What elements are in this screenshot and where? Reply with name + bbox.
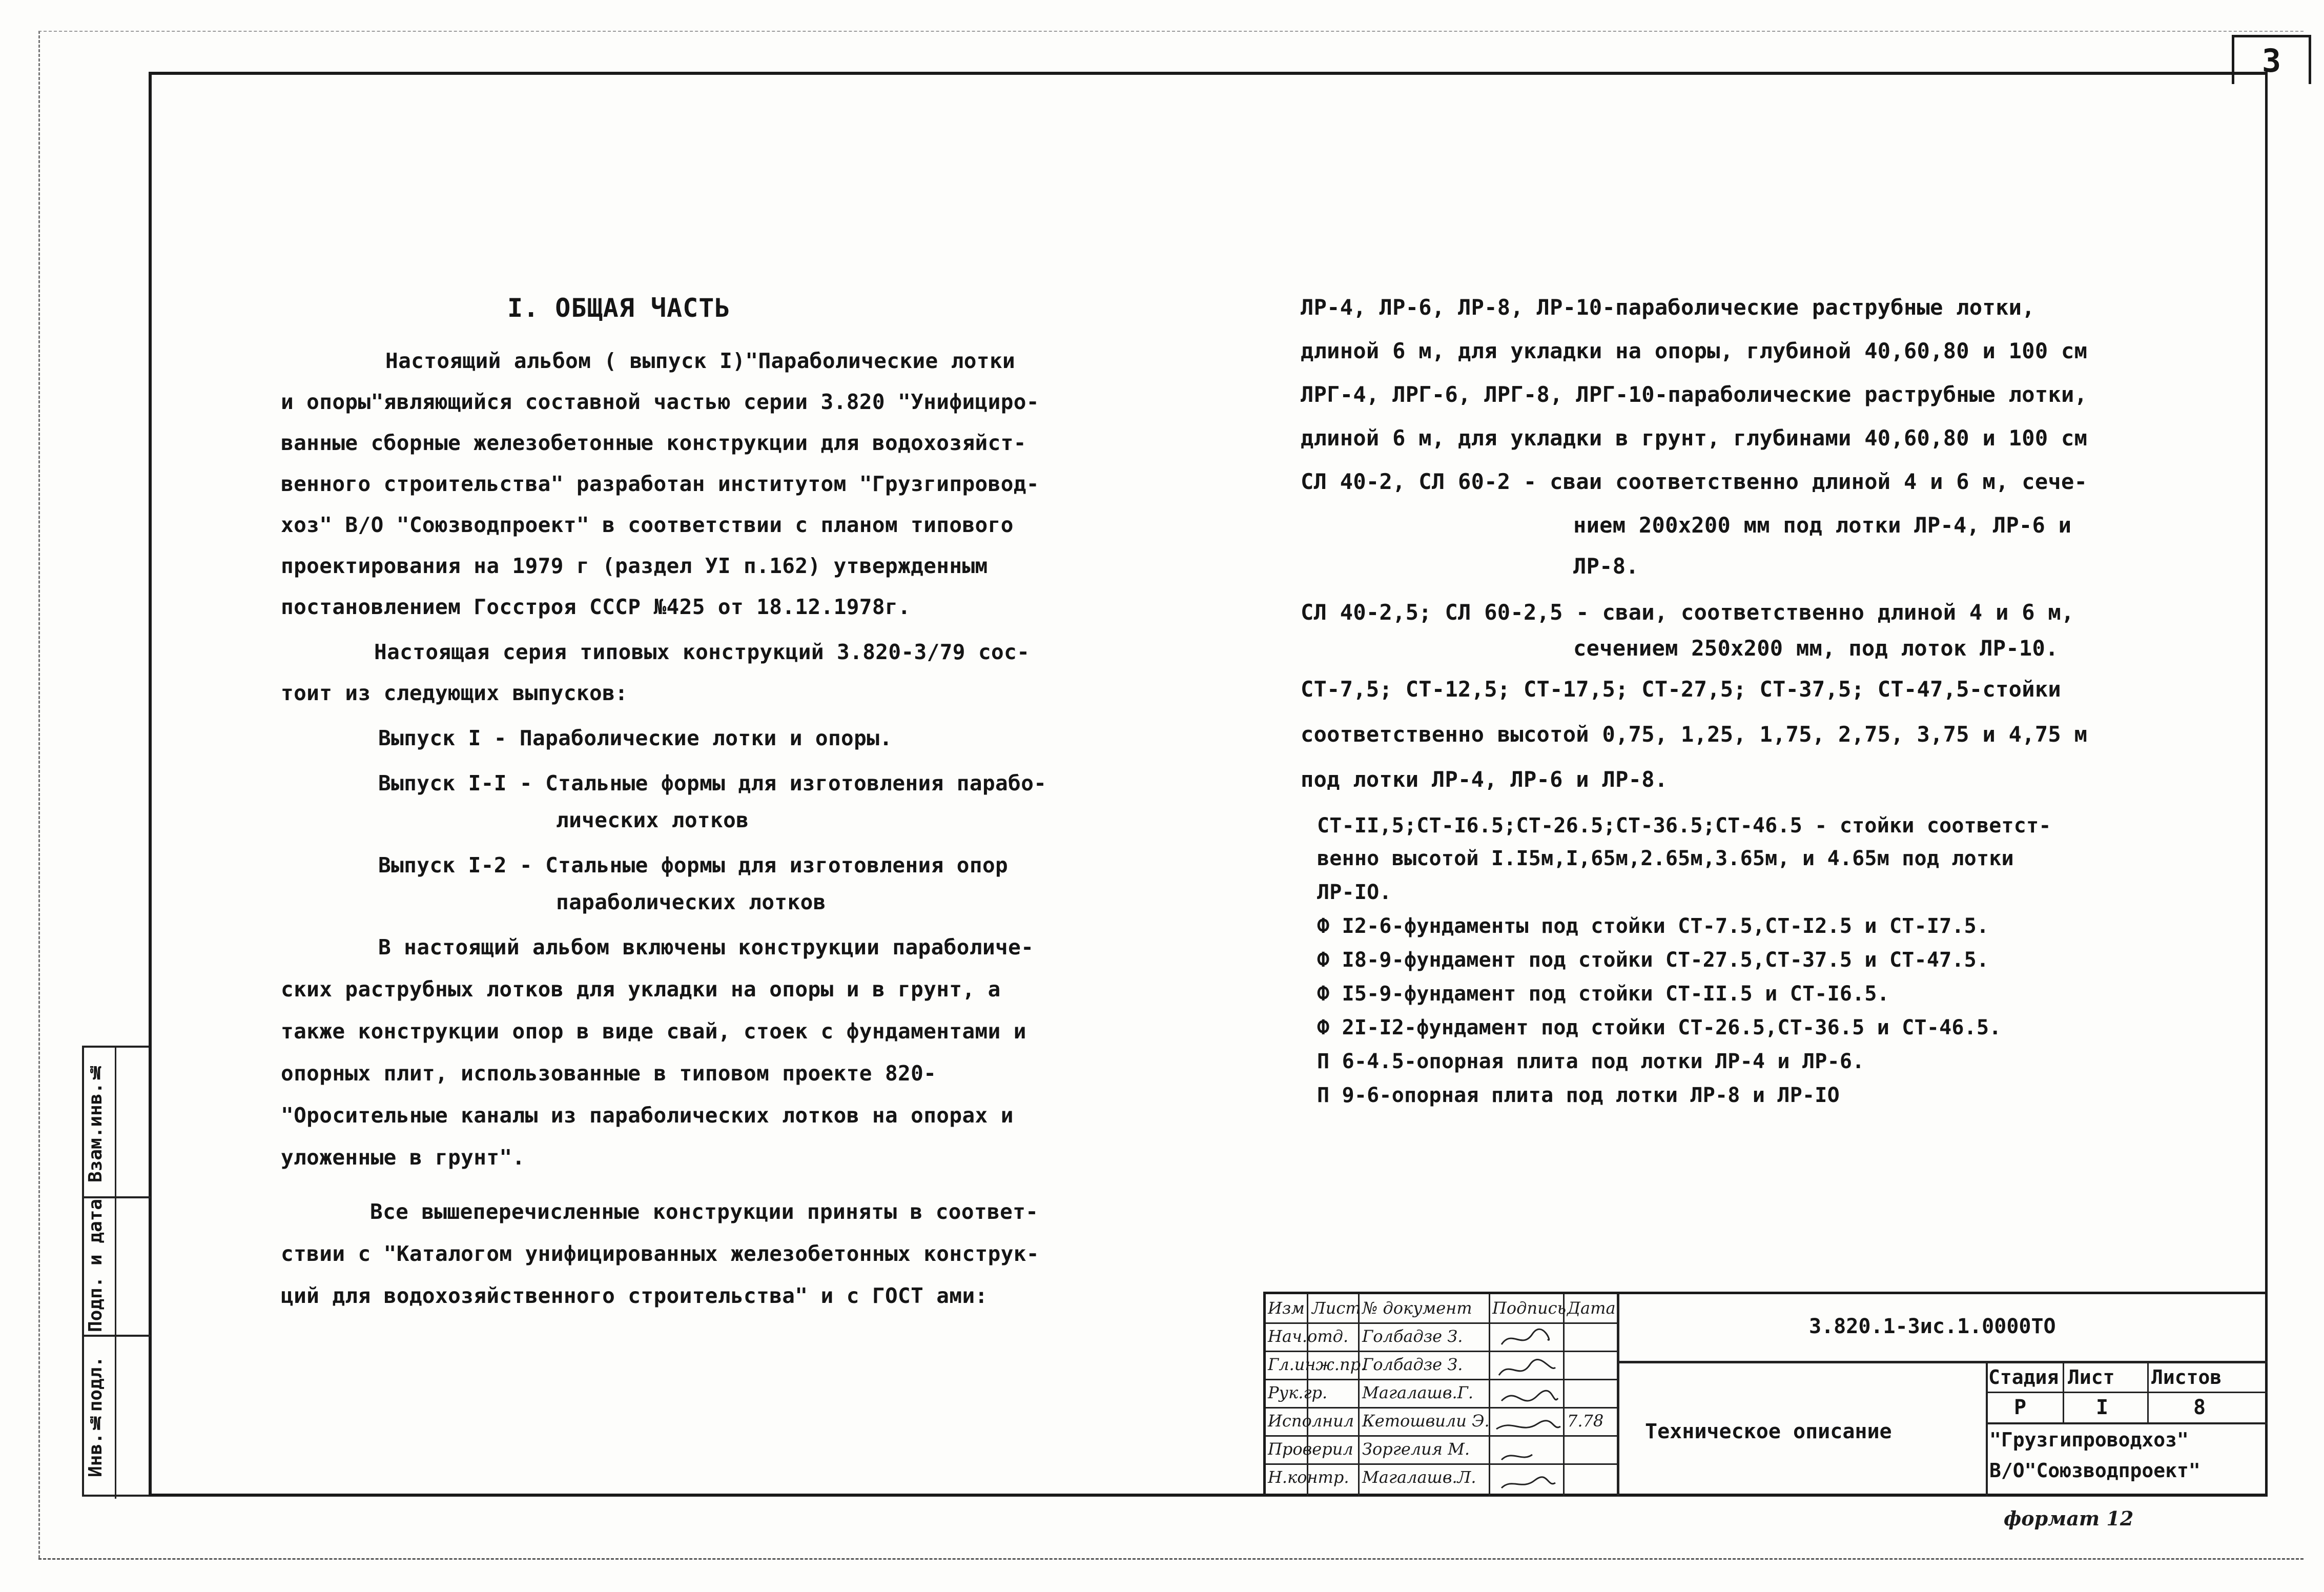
header-doc: № документ <box>1362 1298 1472 1318</box>
role: Проверил <box>1268 1439 1353 1459</box>
grid-line <box>1986 1392 2268 1393</box>
left-line: хоз" В/О "Союзводпроект" в соответствии с планом типового <box>281 513 1014 537</box>
left-line: тоит из следующих выпусков: <box>281 681 628 705</box>
sheets-value: 8 <box>2193 1396 2206 1419</box>
left-line: Выпуск I - Параболические лотки и опоры. <box>378 726 893 750</box>
role: Исполнил <box>1268 1411 1354 1431</box>
document-code: 3.820.1-3ис.1.0000ТО <box>1809 1315 2056 1338</box>
left-line: "Оросительные каналы из параболических лотков на опорах и <box>281 1103 1014 1128</box>
left-line: Выпуск I-2 - Стальные формы для изготовления опор <box>378 853 1009 877</box>
sheets-head: Листов <box>2151 1366 2222 1389</box>
right-line: соответственно высотой 0,75, 1,25, 1,75, 2,75, 3,75 и 4,75 м <box>1301 722 2088 747</box>
header-date: Дата <box>1567 1298 1616 1318</box>
right-small-line: СТ-II,5;СТ-I6.5;СТ-26.5;СТ-36.5;СТ-46.5 - стойки соответст- <box>1317 814 2051 838</box>
title-block <box>1263 1292 2268 1497</box>
right-small-line: ЛР-IO. <box>1317 881 1392 904</box>
grid-line <box>1489 1294 1490 1497</box>
left-line: В настоящий альбом включены конструкции параболиче- <box>378 935 1034 960</box>
margin-strip <box>82 1046 149 1497</box>
sheet-head: Лист <box>2068 1366 2115 1389</box>
person-name: Магалашв.Г. <box>1362 1383 1474 1402</box>
left-line: постановлением Госстроя СССР №425 от 18.12.1978г. <box>281 595 911 619</box>
grid-line <box>1617 1294 1619 1497</box>
strip-field-replace: Взам.инв.№ <box>85 1061 106 1183</box>
person-name: Голбадзе З. <box>1362 1326 1463 1346</box>
signatures <box>1491 1324 1563 1493</box>
right-line: длиной 6 м, для укладки на опоры, глубиной 40,60,80 и 100 см <box>1301 338 2088 363</box>
right-line: СТ-7,5; СТ-12,5; СТ-17,5; СТ-27,5; СТ-37,5; СТ-47,5-стойки <box>1301 677 2061 702</box>
grid-line <box>1266 1322 1617 1324</box>
left-line: венного строительства" разработан институтом "Грузгипровод- <box>281 472 1039 496</box>
left-line: Выпуск I-I - Стальные формы для изготовления парабо- <box>378 771 1047 795</box>
role: Рук.гр. <box>1268 1383 1328 1402</box>
grid-line <box>1266 1407 1617 1409</box>
left-line: ций для водохозяйственного строительства" и с ГОСТ ами: <box>281 1283 988 1308</box>
left-line: Все вышеперечисленные конструкции приняты в соответ- <box>370 1199 1039 1224</box>
left-line: ствии с "Каталогом унифицированных железобетонных конструк- <box>281 1241 1039 1266</box>
grid-line <box>1358 1294 1360 1497</box>
person-name: Зоргелия М. <box>1362 1439 1470 1459</box>
grid-line <box>1266 1435 1617 1437</box>
sheet-value: I <box>2096 1396 2109 1419</box>
left-line: и опоры"являющийся составной частью серии 3.820 "Унифициро- <box>281 390 1039 414</box>
stage-head: Стадия <box>1988 1366 2059 1389</box>
person-name: Голбадзе З. <box>1362 1355 1463 1374</box>
left-line: ских раструбных лотков для укладки на опоры и в грунт, а <box>281 977 1001 1002</box>
grid-line <box>1266 1463 1617 1465</box>
cut-line <box>38 1558 2304 1560</box>
right-line: СЛ 40-2, СЛ 60-2 - сваи соответственно длиной 4 и 6 м, сече- <box>1301 469 2088 494</box>
right-small-line: Ф I2-6-фундаменты под стойки СТ-7.5,СТ-I2.5 и СТ-I7.5. <box>1317 914 1989 938</box>
right-small-line: П 6-4.5-опорная плита под лотки ЛР-4 и ЛР-6. <box>1317 1050 1865 1073</box>
strip-separator <box>84 1335 151 1337</box>
section-heading: I. ОБЩАЯ ЧАСТЬ <box>507 293 731 323</box>
right-line: под лотки ЛР-4, ЛР-6 и ЛР-8. <box>1301 767 1668 792</box>
left-line: уложенные в грунт". <box>281 1145 525 1170</box>
document-title: Техническое описание <box>1645 1420 1892 1443</box>
right-small-line: Ф I8-9-фундамент под стойки СТ-27.5,СТ-37.5 и СТ-47.5. <box>1317 948 1989 972</box>
grid-line <box>1617 1361 2268 1363</box>
header-sign: Подпись <box>1492 1298 1567 1318</box>
left-line: проектирования на 1979 г (раздел УI п.162) утвержденным <box>281 554 988 578</box>
grid-line <box>1563 1294 1565 1497</box>
grid-line <box>1266 1379 1617 1380</box>
left-line: ванные сборные железобетонные конструкции для водохозяйст- <box>281 431 1026 455</box>
left-line: лических лотков <box>556 808 749 832</box>
format-label: формат 12 <box>2004 1507 2134 1530</box>
grid-line <box>2063 1361 2064 1422</box>
right-small-line: венно высотой I.I5м,I,65м,2.65м,3.65м, и 4.65м под лотки <box>1317 847 2014 870</box>
strip-field-sign: Подп. и дата <box>85 1199 106 1332</box>
person-name: Магалашв.Л. <box>1362 1467 1476 1487</box>
right-small-line: П 9-6-опорная плита под лотки ЛР-8 и ЛР-IO <box>1317 1084 1840 1107</box>
header-izm: Изм <box>1268 1298 1305 1318</box>
person-name: Кетошвили Э. <box>1362 1411 1490 1431</box>
organization-line-2: В/О"Союзводпроект" <box>1989 1459 2200 1482</box>
sign-date: 7.78 <box>1567 1411 1604 1431</box>
right-line: ЛРГ-4, ЛРГ-6, ЛРГ-8, ЛРГ-10-параболические раструбные лотки, <box>1301 382 2088 407</box>
right-small-line: Ф I5-9-фундамент под стойки СТ-II.5 и СТ-I6.5. <box>1317 982 1889 1006</box>
left-line: Настоящая серия типовых конструкций 3.820-3/79 сос- <box>374 640 1030 664</box>
left-line: Настоящий альбом ( выпуск I)"Параболические лотки <box>385 349 1016 373</box>
right-line: нием 200х200 мм под лотки ЛР-4, ЛР-6 и <box>1573 513 2072 538</box>
role: Гл.инж.пр. <box>1268 1355 1366 1374</box>
right-line: ЛР-4, ЛР-6, ЛР-8, ЛР-10-параболические раструбные лотки, <box>1301 295 2035 320</box>
grid-line <box>1986 1422 2268 1424</box>
strip-separator <box>84 1196 151 1198</box>
grid-line <box>1266 1351 1617 1352</box>
role: Нач.отд. <box>1268 1326 1349 1346</box>
left-line: также конструкции опор в виде свай, стоек с фундаментами и <box>281 1019 1026 1044</box>
right-line: сечением 250х200 мм, под лоток ЛР-10. <box>1573 636 2059 661</box>
left-line: параболических лотков <box>556 890 826 914</box>
left-line: опорных плит, использованные в типовом проекте 820- <box>281 1061 937 1086</box>
grid-line <box>2147 1361 2149 1422</box>
right-line: ЛР-8. <box>1573 554 1639 579</box>
role: Н.контр. <box>1268 1467 1349 1487</box>
right-line: длиной 6 м, для укладки в грунт, глубинами 40,60,80 и 100 см <box>1301 425 2088 451</box>
right-line: СЛ 40-2,5; СЛ 60-2,5 - сваи, соответственно длиной 4 и 6 м, <box>1301 600 2074 625</box>
grid-line <box>1986 1361 1988 1497</box>
page-number: 3 <box>2232 35 2311 84</box>
stage-value: Р <box>2014 1396 2027 1419</box>
organization-line-1: "Грузгипроводхоз" <box>1989 1428 2189 1451</box>
header-list: Лист <box>1312 1298 1361 1318</box>
right-small-line: Ф 2I-I2-фундамент под стойки СТ-26.5,СТ-36.5 и СТ-46.5. <box>1317 1016 2002 1039</box>
strip-field-inv: Инв.№подл. <box>85 1356 106 1478</box>
